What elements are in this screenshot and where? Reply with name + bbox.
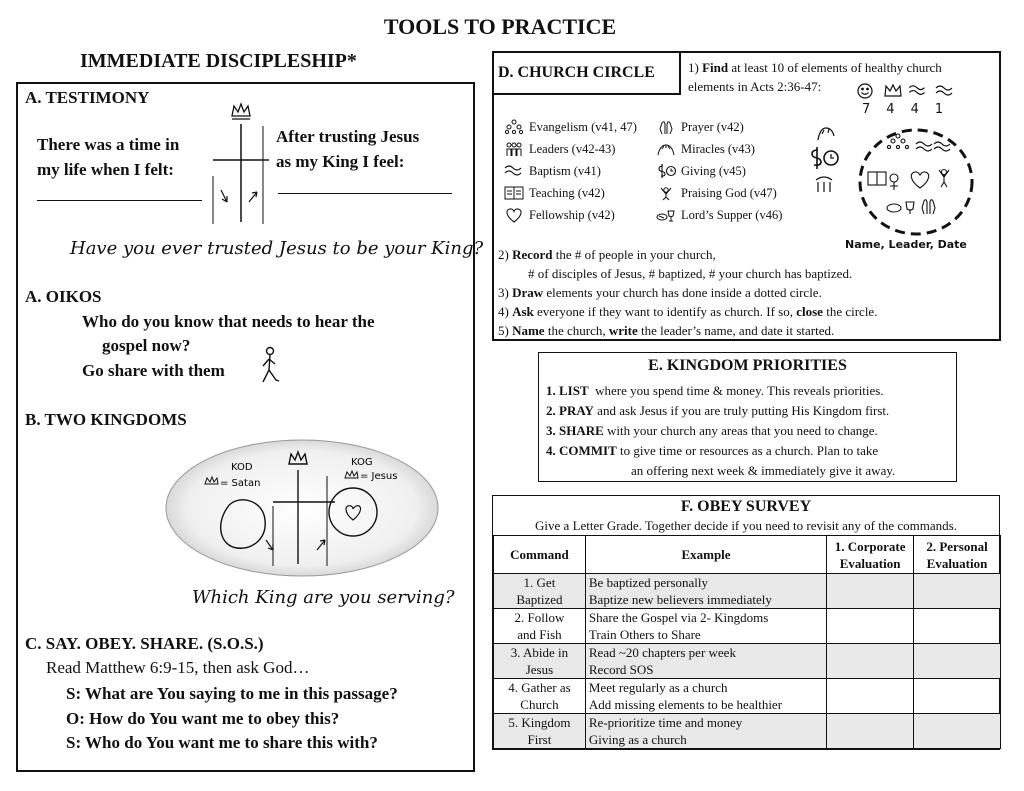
element-evangelism: Evangelism (v41, 47) xyxy=(504,119,637,135)
element-baptism: Baptism (v41) xyxy=(504,163,601,179)
testimony-heading: A. TESTIMONY xyxy=(25,88,150,107)
church-circle-steps xyxy=(498,245,877,340)
grade-cell-corporate[interactable] xyxy=(827,644,914,679)
element-miracles: Miracles (v43) xyxy=(656,141,755,157)
count-icons xyxy=(856,82,956,100)
step4: 4) Ask everyone if they want to identify as church. If so, close the circle. xyxy=(498,304,878,319)
col-example: Example xyxy=(585,536,826,574)
left-section-title: IMMEDIATE DISCIPLESHIP* xyxy=(80,50,357,72)
element-leaders: Leaders (v42-43) xyxy=(504,141,615,157)
testimony-after-text: After trusting Jesus as my King I feel: xyxy=(276,127,420,171)
sos-share: S: Who do You want me to share this with? xyxy=(66,733,378,752)
oikos-line1: Who do you know that needs to hear the xyxy=(82,312,375,331)
church-circle-heading: D. CHURCH CIRCLE xyxy=(498,64,655,81)
element-teaching: Teaching (v42) xyxy=(504,185,605,201)
healing-icon xyxy=(656,141,676,157)
sos-heading: C. SAY. OBEY. SHARE. (S.O.S.) xyxy=(25,634,264,653)
grade-cell-personal[interactable] xyxy=(914,574,1001,609)
two-kingdoms-heading: B. TWO KINGDOMS xyxy=(25,410,187,429)
church-circle-step1: 1) Find at least 10 of elements of healthy church elements in Acts 2:36-47: xyxy=(688,60,942,94)
testimony-question: Have you ever trusted Jesus to be your King? xyxy=(70,238,484,259)
two-kingdoms-question: Which King are you serving? xyxy=(192,587,455,608)
testimony-after-blank xyxy=(278,193,452,194)
obey-survey-panel xyxy=(492,495,1000,750)
grade-cell-corporate[interactable] xyxy=(827,574,914,609)
water-icon xyxy=(909,86,924,95)
crown-icon xyxy=(885,85,901,96)
col-corporate: 1. Corporate Evaluation xyxy=(827,536,914,574)
col-personal: 2. Personal Evaluation xyxy=(914,536,1001,574)
two-kingdoms-diagram xyxy=(165,438,439,578)
kod-sub: = Satan xyxy=(220,478,261,489)
grade-cell-corporate[interactable] xyxy=(827,714,914,749)
money-icon xyxy=(656,163,676,179)
sos-saying: S: What are You saying to me in this passage? xyxy=(66,684,398,703)
kingdom-priorities-heading: E. KINGDOM PRIORITIES xyxy=(648,357,847,374)
church-circle-diagram xyxy=(806,122,976,240)
oikos-line2: gospel now? xyxy=(102,336,191,355)
walking-person-icon xyxy=(257,346,283,386)
priority-commit: 4. COMMIT to give time or resources as a church. Plan to take xyxy=(546,443,879,458)
money-icon xyxy=(812,147,821,169)
sos-intro: Read Matthew 6:9-15, then ask God… xyxy=(46,658,310,677)
healing-icon xyxy=(818,128,834,140)
priority-list: 1. LIST where you spend time & money. This reveals priorities. xyxy=(546,383,884,398)
water-icon xyxy=(504,163,524,179)
step3: 3) Draw elements your church has done inside a dotted circle. xyxy=(498,285,822,300)
church-circle-caption: Name, Leader, Date xyxy=(845,238,967,251)
element-giving: Giving (v45) xyxy=(656,163,746,179)
crown-icon xyxy=(232,104,250,119)
count-teaching: 1 xyxy=(934,102,944,117)
step2: 2) Record the # of people in your church, xyxy=(498,247,716,262)
testimony-before-blank xyxy=(37,200,202,201)
col-command: Command xyxy=(494,536,586,574)
smile-icon xyxy=(858,84,872,98)
element-counts xyxy=(862,102,943,117)
table-row: 4. Gather as Church Meet regularly as a church Add missing elements to be healthier xyxy=(494,679,1001,714)
table-row: 3. Abide in Jesus Read ~20 chapters per week Record SOS xyxy=(494,644,1001,679)
page-title: TOOLS TO PRACTICE xyxy=(383,14,617,39)
step5: 5) Name the church, write the leader’s name, and date it started. xyxy=(498,323,835,338)
testimony-cross-drawing xyxy=(205,98,273,226)
grade-cell-corporate[interactable] xyxy=(827,679,914,714)
table-header xyxy=(494,536,1001,574)
oikos-heading: A. OIKOS xyxy=(25,287,102,306)
count-evangelism: 7 xyxy=(862,102,871,117)
grade-cell-personal[interactable] xyxy=(914,679,1001,714)
praying-hands-icon xyxy=(656,119,676,135)
wave-icon xyxy=(936,86,952,95)
priority-commit-cont: an offering next week & immediately give it away. xyxy=(631,463,896,478)
book-icon xyxy=(504,185,524,201)
element-prayer: Prayer (v42) xyxy=(656,119,744,135)
leaders-icon xyxy=(816,177,832,192)
heart-icon xyxy=(504,207,524,223)
element-fellowship: Fellowship (v42) xyxy=(504,207,615,223)
kingdom-priorities-list xyxy=(546,381,895,481)
table-row: 2. Follow and Fish Share the Gospel via 2- Kingdoms Train Others to Share xyxy=(494,609,1001,644)
people-group-icon xyxy=(504,119,524,135)
kog-sub: = Jesus xyxy=(360,471,398,482)
table-row: 1. Get Baptized Be baptized personally Baptize new believers immediately xyxy=(494,574,1001,609)
praise-icon xyxy=(656,185,676,201)
priority-share: 3. SHARE with your church any areas that you need to change. xyxy=(546,423,878,438)
element-lords-supper: Lord’s Supper (v46) xyxy=(656,207,782,223)
bread-cup-icon xyxy=(656,207,676,223)
count-leaders: 4 xyxy=(886,102,895,117)
step2-cont: # of disciples of Jesus, # baptized, # your church has baptized. xyxy=(528,266,853,281)
oikos-line3: Go share with them xyxy=(82,361,225,380)
testimony-before-text: There was a time in my life when I felt: xyxy=(37,135,180,179)
count-baptism: 4 xyxy=(910,102,919,117)
grade-cell-corporate[interactable] xyxy=(827,609,914,644)
leaders-icon xyxy=(504,141,524,157)
sos-obey: O: How do You want me to obey this? xyxy=(66,709,340,728)
kog-label: KOG xyxy=(351,457,373,468)
element-praising: Praising God (v47) xyxy=(656,185,777,201)
kod-label: KOD xyxy=(231,462,253,473)
obey-survey-subheading: Give a Letter Grade. Together decide if you need to revisit any of the commands. xyxy=(535,518,957,533)
grade-cell-personal[interactable] xyxy=(914,644,1001,679)
grade-cell-personal[interactable] xyxy=(914,714,1001,749)
priority-pray: 2. PRAY and ask Jesus if you are truly putting His Kingdom first. xyxy=(546,403,890,418)
grade-cell-personal[interactable] xyxy=(914,609,1001,644)
obey-survey-heading: F. OBEY SURVEY xyxy=(680,498,812,515)
obey-survey-table xyxy=(493,535,1001,749)
table-row: 5. Kingdom First Re-prioritize time and money Giving as a church xyxy=(494,714,1001,749)
